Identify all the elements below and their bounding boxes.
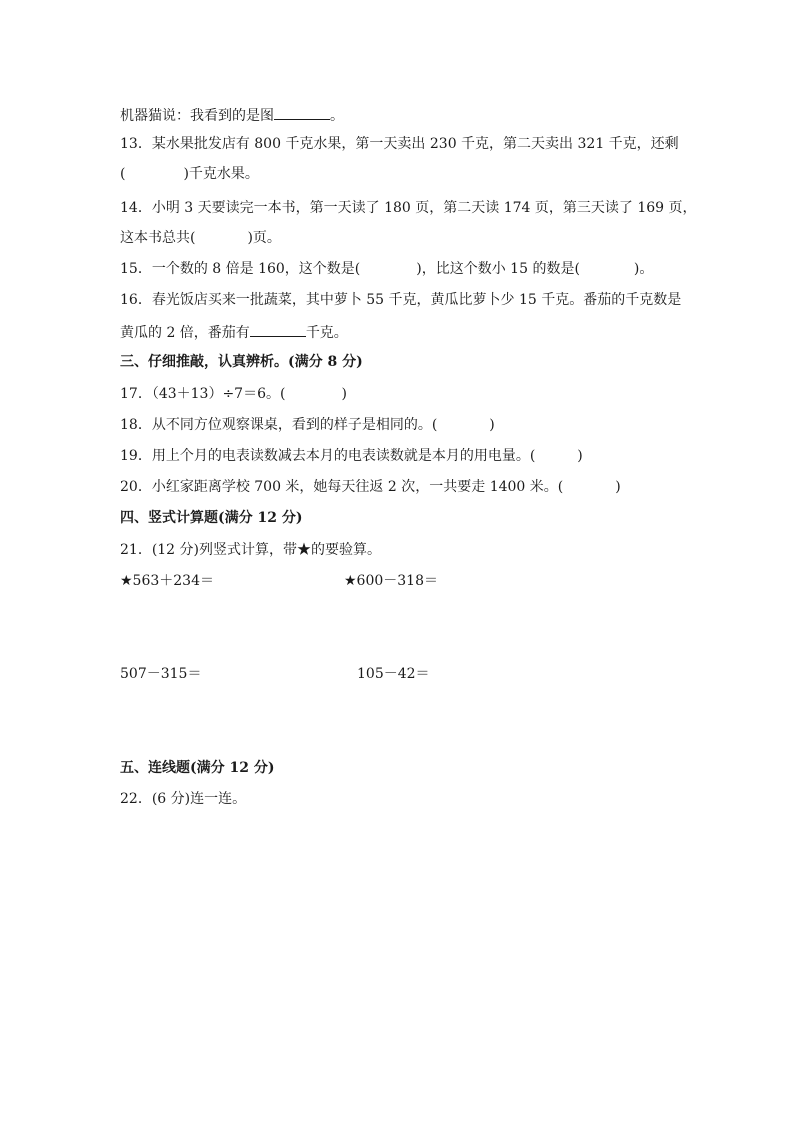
answer-blank[interactable] <box>250 323 306 337</box>
question-14-line-2: 这本书总共( )页。 <box>120 230 281 246</box>
question-19: 19．用上个月的电表读数减去本月的电表读数就是本月的用电量。( ) <box>120 448 583 464</box>
question-21: 21．(12 分)列竖式计算，带★的要验算。 <box>120 542 382 558</box>
answer-blank[interactable] <box>274 106 330 120</box>
question-16-line-1: 16．春光饭店买来一批蔬菜，其中萝卜 55 千克，黄瓜比萝卜少 15 千克。番茄的千克数是 <box>120 292 682 308</box>
question-15: 15．一个数的 8 倍是 160，这个数是( )，比这个数小 15 的数是( )。 <box>120 261 654 277</box>
question-18: 18．从不同方位观察课桌，看到的样子是相同的。( ) <box>120 417 495 433</box>
question-13-line-1: 13．某水果批发店有 800 千克水果，第一天卖出 230 千克，第二天卖出 321 千克，还剩 <box>120 136 679 152</box>
question-22: 22．(6 分)连一连。 <box>120 791 247 807</box>
calc-expression-2: ★600－318＝ <box>344 573 438 589</box>
question-13-line-2: ( )千克水果。 <box>120 166 259 182</box>
intro-line: 机器猫说：我看到的是图 。 <box>120 108 344 124</box>
calc-expression-4: 105－42＝ <box>357 666 430 682</box>
calc-expression-1: ★563＋234＝ <box>120 573 214 589</box>
section-3-heading: 三、仔细推敲，认真辨析。(满分 8 分) <box>120 354 363 370</box>
calc-expression-3: 507－315＝ <box>120 666 202 682</box>
section-5-heading: 五、连线题(满分 12 分) <box>120 760 275 776</box>
question-16-line-2: 黄瓜的 2 倍，番茄有 千克。 <box>120 325 348 341</box>
section-4-heading: 四、竖式计算题(满分 12 分) <box>120 510 303 526</box>
question-20: 20．小红家距离学校 700 米，她每天往返 2 次，一共要走 1400 米。( ) <box>120 479 621 495</box>
question-17: 17．（43＋13）÷7＝6。( ) <box>120 386 347 402</box>
intro-text: 机器猫说：我看到的是图 <box>120 108 274 124</box>
question-14-line-1: 14．小明 3 天要读完一本书，第一天读了 180 页，第二天读 174 页，第三天读了 169 页， <box>120 200 697 216</box>
